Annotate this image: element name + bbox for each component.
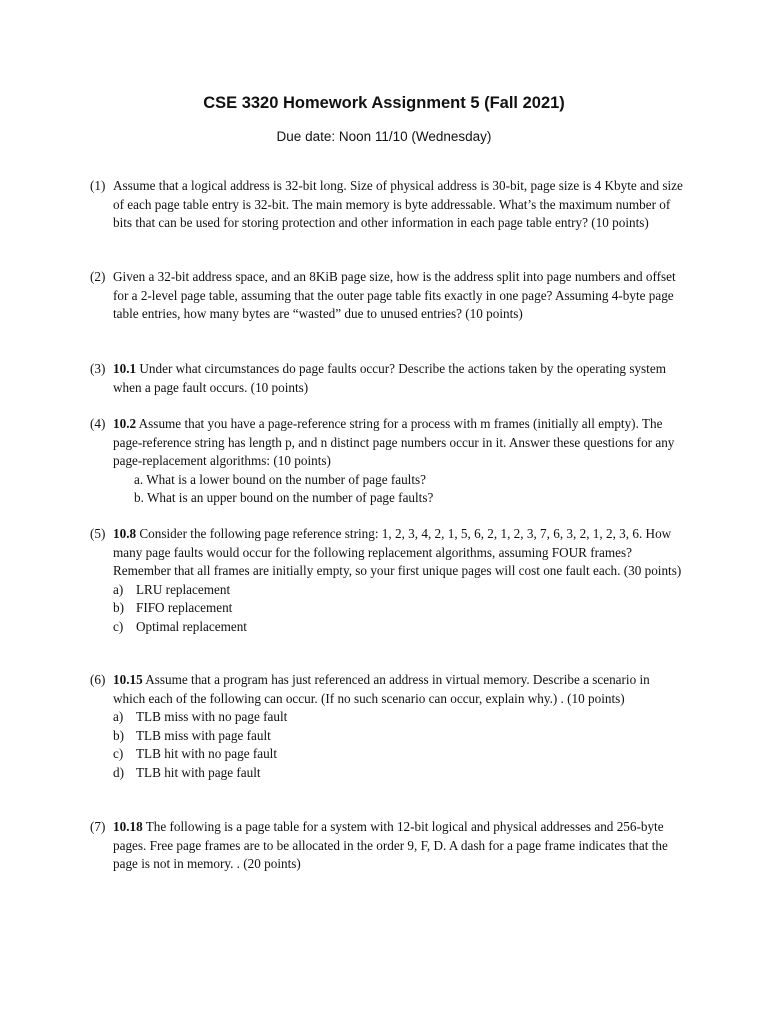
question-number: (7): [90, 819, 106, 834]
option-c: [113, 745, 685, 764]
textbook-reference: 10.2: [113, 416, 137, 431]
textbook-reference: 10.15: [113, 672, 143, 687]
option-label: b): [113, 727, 124, 743]
option-abbr: LRU: [136, 581, 163, 597]
option-d: [113, 764, 685, 783]
question-text: Consider the following page reference string: 1, 2, 3, 4, 2, 1, 5, 6, 2, 1, 2, 3, 7, 6, 3, 2, 1, 2, 3, 6. How many page faults would occur for the following replacement algorithms, assuming FOUR frames? Remember that all frames are initially empty, so your first unique pages will cost one fault each. (30 points): [113, 526, 682, 579]
question-4: [90, 415, 685, 508]
option-label: c): [113, 746, 124, 762]
question-number: (4): [90, 416, 106, 431]
sub-question-b: b. What is an upper bound on the number of page faults?: [134, 490, 434, 506]
option-text: Optimal replacement: [136, 618, 247, 634]
option-text: replacement: [162, 581, 231, 597]
question-number: (5): [90, 526, 106, 541]
option-label: c): [113, 618, 124, 634]
textbook-reference: 10.1: [113, 361, 137, 376]
question-text: Under what circumstances do page faults occur? Describe the actions taken by the operating system when a page fault occurs. (10 points): [113, 361, 666, 395]
question-text: Given a 32-bit address space, and an 8KiB page size, how is the address split into page numbers and offset for a 2-level page table, assuming that the outer page table fits exactly in one page? Assuming 4-byte page table entries, how many bytes are “wasted” due to unused entries? (10 points): [113, 269, 676, 322]
question-text: Assume that a program has just referenced an address in virtual memory. Describe a scenario in which each of the following can occur. (If no such scenario can occur, explain why.) . (10 points): [113, 672, 650, 706]
option-text: TLB hit with page fault: [136, 764, 261, 780]
due-date: Due date: Noon 11/10 (Wednesday): [276, 129, 492, 144]
question-1: [90, 177, 685, 233]
option-label: a): [113, 581, 124, 597]
option-c: [113, 618, 685, 637]
option-label: d): [113, 764, 124, 780]
sub-question-a: a. What is a lower bound on the number of page faults?: [134, 471, 426, 487]
question-7: [90, 818, 685, 874]
question-6: [90, 671, 685, 783]
question-3: [90, 360, 685, 397]
question-text: The following is a page table for a system with 12-bit logical and physical addresses and 256-byte pages. Free page frames are to be allocated in the order 9, F, D. A dash for a page frame indicates that the page is not in memory. . (20 points): [113, 819, 668, 872]
question-5: [90, 525, 685, 637]
option-text: TLB hit with no page fault: [136, 746, 278, 762]
question-number: (2): [90, 269, 106, 284]
question-text: Assume that a logical address is 32-bit long. Size of physical address is 30-bit, page size is 4 Kbyte and size of each page table entry is 32-bit. The main memory is byte addressable. What’s the maximum number of bits that can be used for storing protection and other information in each page table entry? (10 points): [113, 178, 683, 231]
option-text: replacement: [164, 600, 233, 616]
page-title: CSE 3320 Homework Assignment 5 (Fall 2021): [203, 94, 565, 112]
option-a: [113, 581, 685, 600]
option-b: [113, 727, 685, 746]
option-abbr: FIFO: [136, 600, 165, 616]
question-number: (3): [90, 361, 106, 376]
textbook-reference: 10.8: [113, 526, 137, 541]
question-2: [90, 268, 685, 324]
option-a: [113, 708, 685, 727]
question-number: (6): [90, 672, 106, 687]
option-label: b): [113, 600, 124, 616]
option-label: a): [113, 709, 124, 725]
option-b: [113, 599, 685, 618]
option-text: TLB miss with no page fault: [136, 709, 288, 725]
option-text: TLB miss with page fault: [136, 727, 271, 743]
textbook-reference: 10.18: [113, 819, 143, 834]
question-number: (1): [90, 178, 106, 193]
question-text: Assume that you have a page-reference string for a process with m frames (initially all empty). The page-reference string has length p, and n distinct page numbers occur in it. Answer these questions for any page-replacement algorithms: (10 points): [113, 416, 675, 469]
